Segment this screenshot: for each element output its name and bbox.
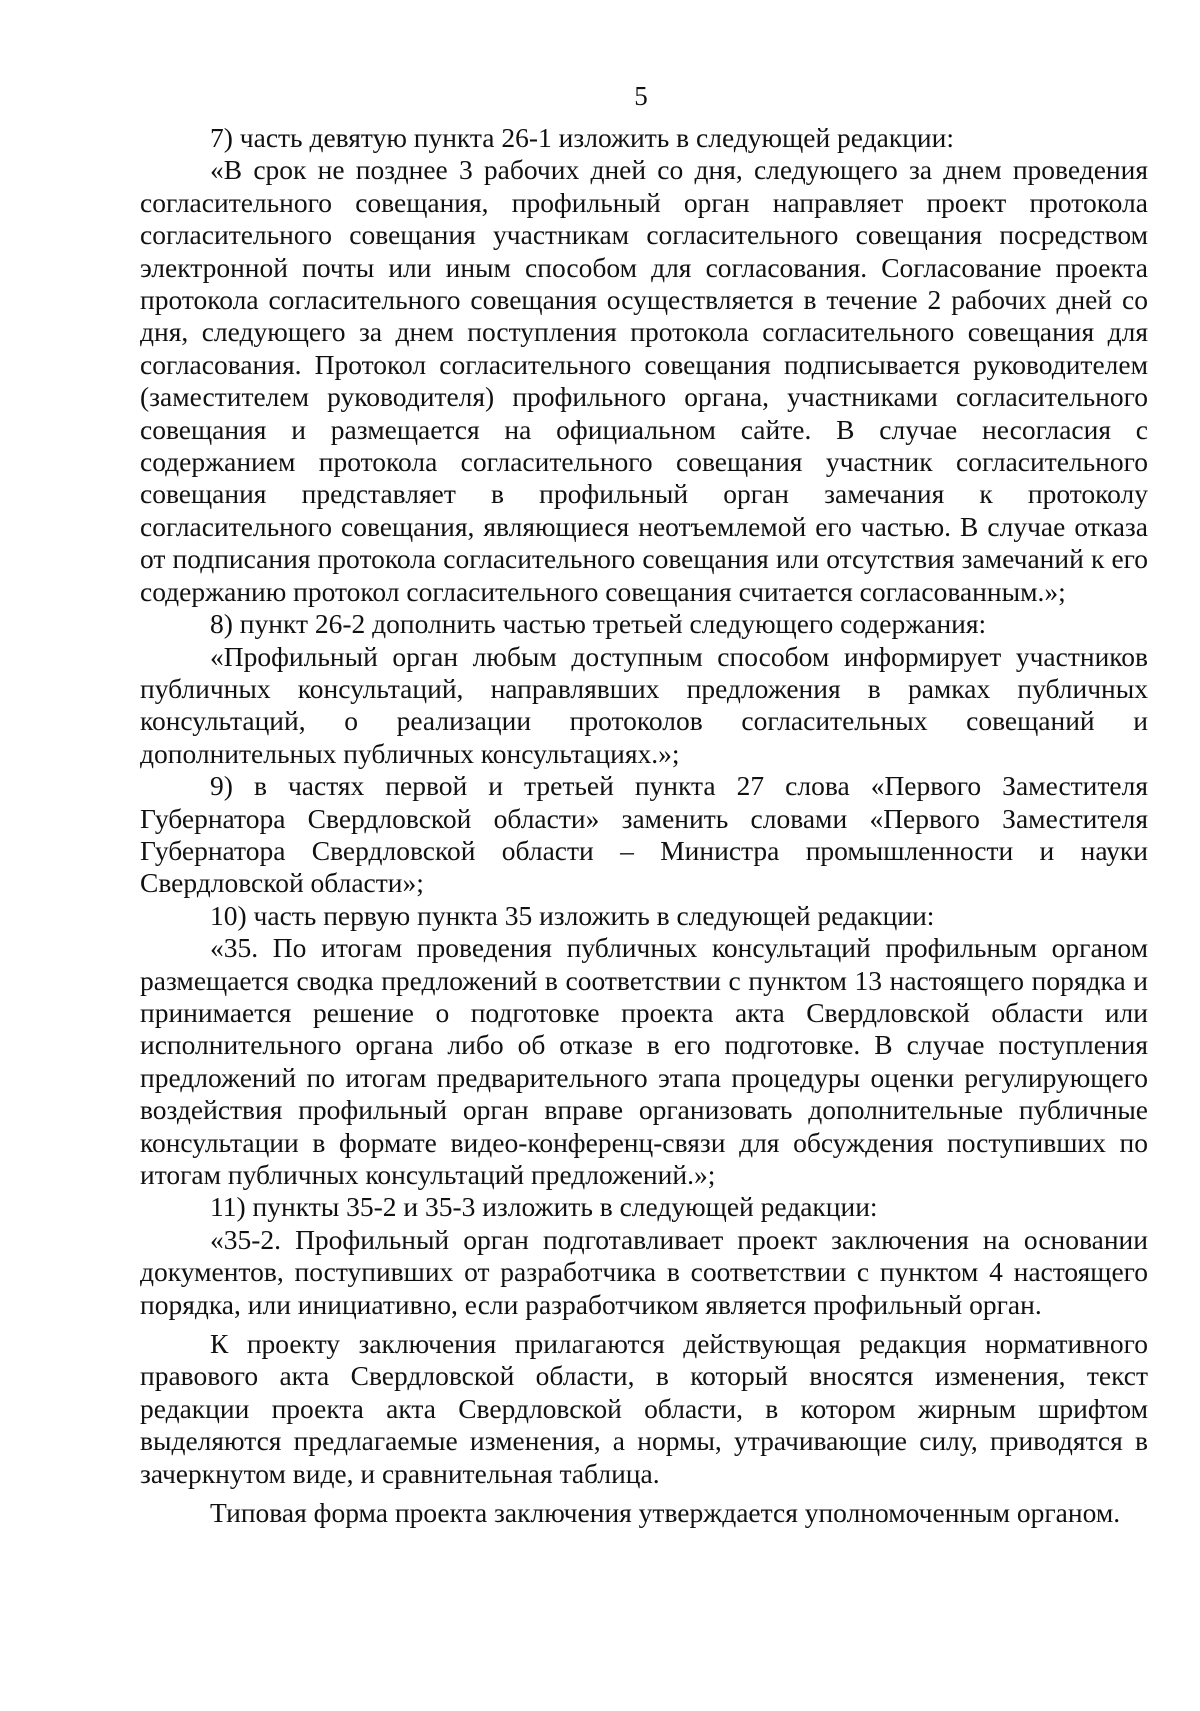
paragraph-attachments: К проекту заключения прилагаются действующая редакция нормативного правового акта Свердловской области, в который вносятся изменения, текст редакции проекта акта Свердловской области, в котором жирным шрифтом выделяются предлагаемые изменения, а нормы, утрачивающие силу, приводятся в зачеркнутом виде, и сравнительная таблица. (140, 1328, 1148, 1489)
paragraph-item-10: 10) часть первую пункта 35 изложить в следующей редакции: (210, 899, 935, 931)
paragraph-item-7-text: «В срок не позднее 3 рабочих дней со дня, следующего за днем проведения согласительного совещания, профильный орган направляет проект протокола согласительного совещания участникам согласительного совещания посредством электронной почты или иным способом для согласования. Согласование проекта протокола согласительного совещания осуществляется в течение 2 рабочих дней со дня, следующего за днем поступления протокола согласительного совещания для согласования. Протокол согласительного совещания подписывается руководителем (заместителем руководителя) профильного органа, участниками согласительного совещания и размещается на официальном сайте. В случае несогласия с содержанием протокола согласительного совещания участник согласительного совещания представляет в профильный орган замечания к протоколу согласительного совещания, являющиеся неотъемлемой его частью. В случае отказа от подписания протокола согласительного совещания или отсутствия замечаний к его содержанию протокол согласительного совещания считается согласованным.»; (140, 154, 1148, 607)
paragraph-item-7: 7) часть девятую пункта 26-1 изложить в следующей редакции: (210, 122, 955, 153)
paragraph-item-8: 8) пункт 26-2 дополнить частью третьей следующего содержания: (210, 608, 987, 640)
paragraph-item-11-text-35-2: «35-2. Профильный орган подготавливает проект заключения на основании документов, поступивших от разработчика в соответствии с пунктом 4 настоящего порядка, или инициативно, если разработчиком является профильный орган. (140, 1223, 1148, 1320)
paragraph-item-11: 11) пункты 35-2 и 35-3 изложить в следующей редакции: (210, 1191, 878, 1223)
page-number: 5 (634, 81, 648, 111)
document-body (140, 122, 1148, 1529)
paragraph-item-8-text: «Профильный орган любым доступным способом информирует участников публичных консультаций, направлявших предложения в рамках публичных консультаций, о реализации протоколов согласительных совещаний и дополнительных публичных консультациях.»; (140, 640, 1148, 769)
paragraph-item-10-text: «35. По итогам проведения публичных консультаций профильным органом размещается сводка предложений в соответствии с пунктом 13 настоящего порядка и принимается решение о подготовке проекта акта Свердловской области или исполнительного органа либо об отказе в его подготовке. В случае поступления предложений по итогам предварительного этапа процедуры оценки регулирующего воздействия профильный орган вправе организовать дополнительные публичные консультации в формате видео-конференц-связи для обсуждения поступивших по итогам публичных консультаций предложений.»; (140, 932, 1148, 1190)
paragraph-template-form: Типовая форма проекта заключения утверждается уполномоченным органом. (210, 1497, 1121, 1529)
paragraph-item-9: 9) в частях первой и третьей пункта 27 слова «Первого Заместителя Губернатора Свердловской области» заменить словами «Первого Заместителя Губернатора Свердловской области – Министра промышленности и науки Свердловской области»; (140, 770, 1148, 899)
